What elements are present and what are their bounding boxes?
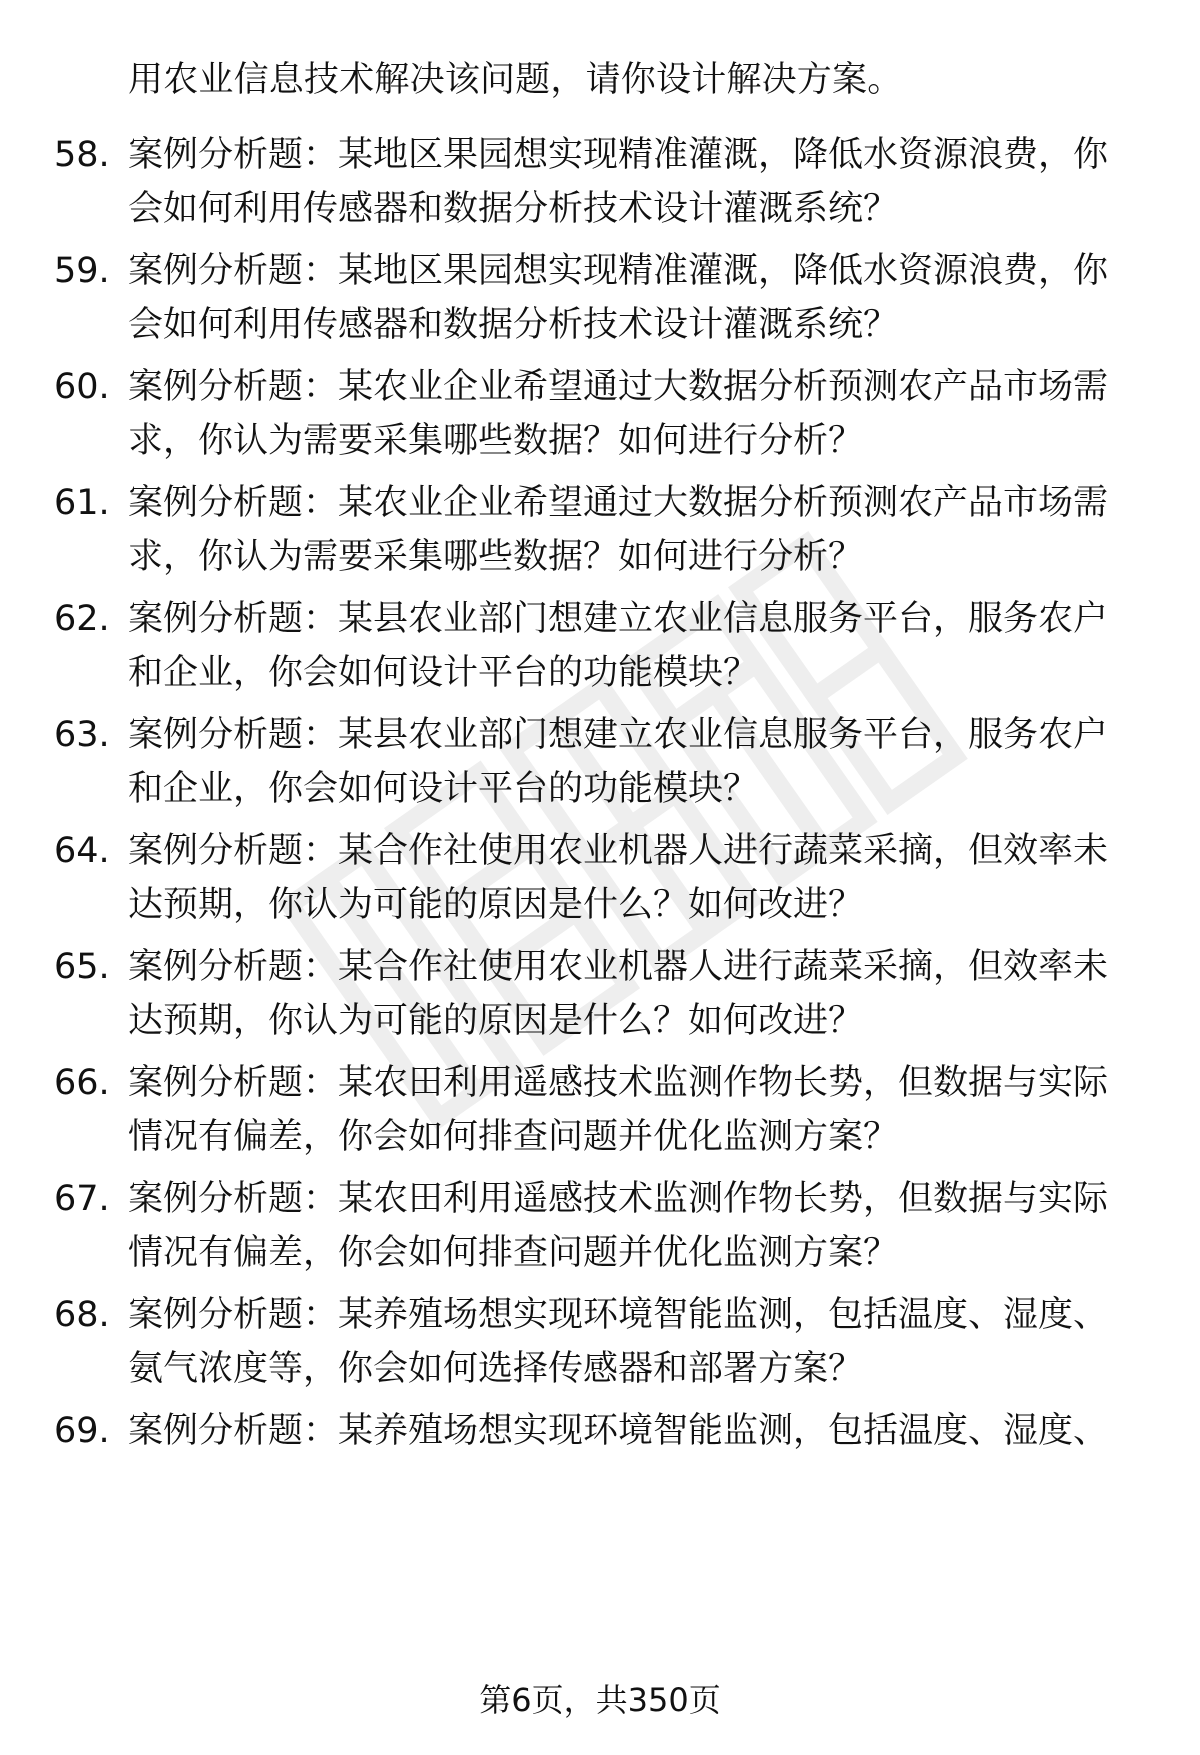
question-number: 58. [54, 135, 110, 175]
question-text-line1: 案例分析题：某农业企业希望通过大数据分析预测农产品市场需 [128, 483, 1109, 523]
question-number: 65. [54, 947, 110, 987]
question-text-line2: 和企业，你会如何设计平台的功能模块？ [128, 653, 759, 693]
question-number: 67. [54, 1179, 110, 1219]
question-number: 64. [54, 831, 110, 871]
question-text-line1: 案例分析题：某养殖场想实现环境智能监测，包括温度、湿度、 [128, 1411, 1109, 1451]
question-text-line1: 案例分析题：某地区果园想实现精准灌溉，降低水资源浪费，你 [128, 135, 1109, 175]
question-text-line1: 案例分析题：某养殖场想实现环境智能监测，包括温度、湿度、 [128, 1295, 1109, 1335]
question-number: 61. [54, 483, 110, 523]
question-number: 63. [54, 715, 110, 755]
question-text-line2: 情况有偏差，你会如何排查问题并优化监测方案？ [128, 1233, 899, 1273]
question-text-line2: 求，你认为需要采集哪些数据？如何进行分析？ [128, 421, 864, 461]
question-text-line2: 会如何利用传感器和数据分析技术设计灌溉系统？ [128, 189, 899, 229]
question-number: 68. [54, 1295, 110, 1335]
question-number: 69. [54, 1411, 110, 1451]
question-text-line1: 案例分析题：某农业企业希望通过大数据分析预测农产品市场需 [128, 367, 1109, 407]
question-number: 62. [54, 599, 110, 639]
question-text-line2: 情况有偏差，你会如何排查问题并优化监测方案？ [128, 1117, 899, 1157]
question-text-line1: 案例分析题：某合作社使用农业机器人进行蔬菜采摘，但效率未 [128, 831, 1109, 871]
question-text-line1: 案例分析题：某农田利用遥感技术监测作物长势，但数据与实际 [128, 1179, 1109, 1219]
question-text-line2: 和企业，你会如何设计平台的功能模块？ [128, 769, 759, 809]
question-text-line1: 案例分析题：某县农业部门想建立农业信息服务平台，服务农户 [128, 715, 1109, 755]
question-text-line1: 案例分析题：某合作社使用农业机器人进行蔬菜采摘，但效率未 [128, 947, 1109, 987]
question-text-line1: 案例分析题：某县农业部门想建立农业信息服务平台，服务农户 [128, 599, 1109, 639]
question-text-line1: 案例分析题：某农田利用遥感技术监测作物长势，但数据与实际 [128, 1063, 1109, 1103]
question-text-line1: 案例分析题：某地区果园想实现精准灌溉，降低水资源浪费，你 [128, 251, 1109, 291]
page-footer: 第6页，共350页 [479, 1681, 721, 1719]
question-text-line2: 氨气浓度等，你会如何选择传感器和部署方案？ [128, 1349, 864, 1389]
continuation-text: 用农业信息技术解决该问题，请你设计解决方案。 [128, 60, 903, 100]
question-number: 66. [54, 1063, 110, 1103]
question-text-line2: 会如何利用传感器和数据分析技术设计灌溉系统？ [128, 305, 899, 345]
question-text-line2: 达预期，你认为可能的原因是什么？如何改进？ [128, 1001, 864, 1041]
question-text-line2: 求，你认为需要采集哪些数据？如何进行分析？ [128, 537, 864, 577]
question-text-line2: 达预期，你认为可能的原因是什么？如何改进？ [128, 885, 864, 925]
question-number: 60. [54, 367, 110, 407]
question-number: 59. [54, 251, 110, 291]
